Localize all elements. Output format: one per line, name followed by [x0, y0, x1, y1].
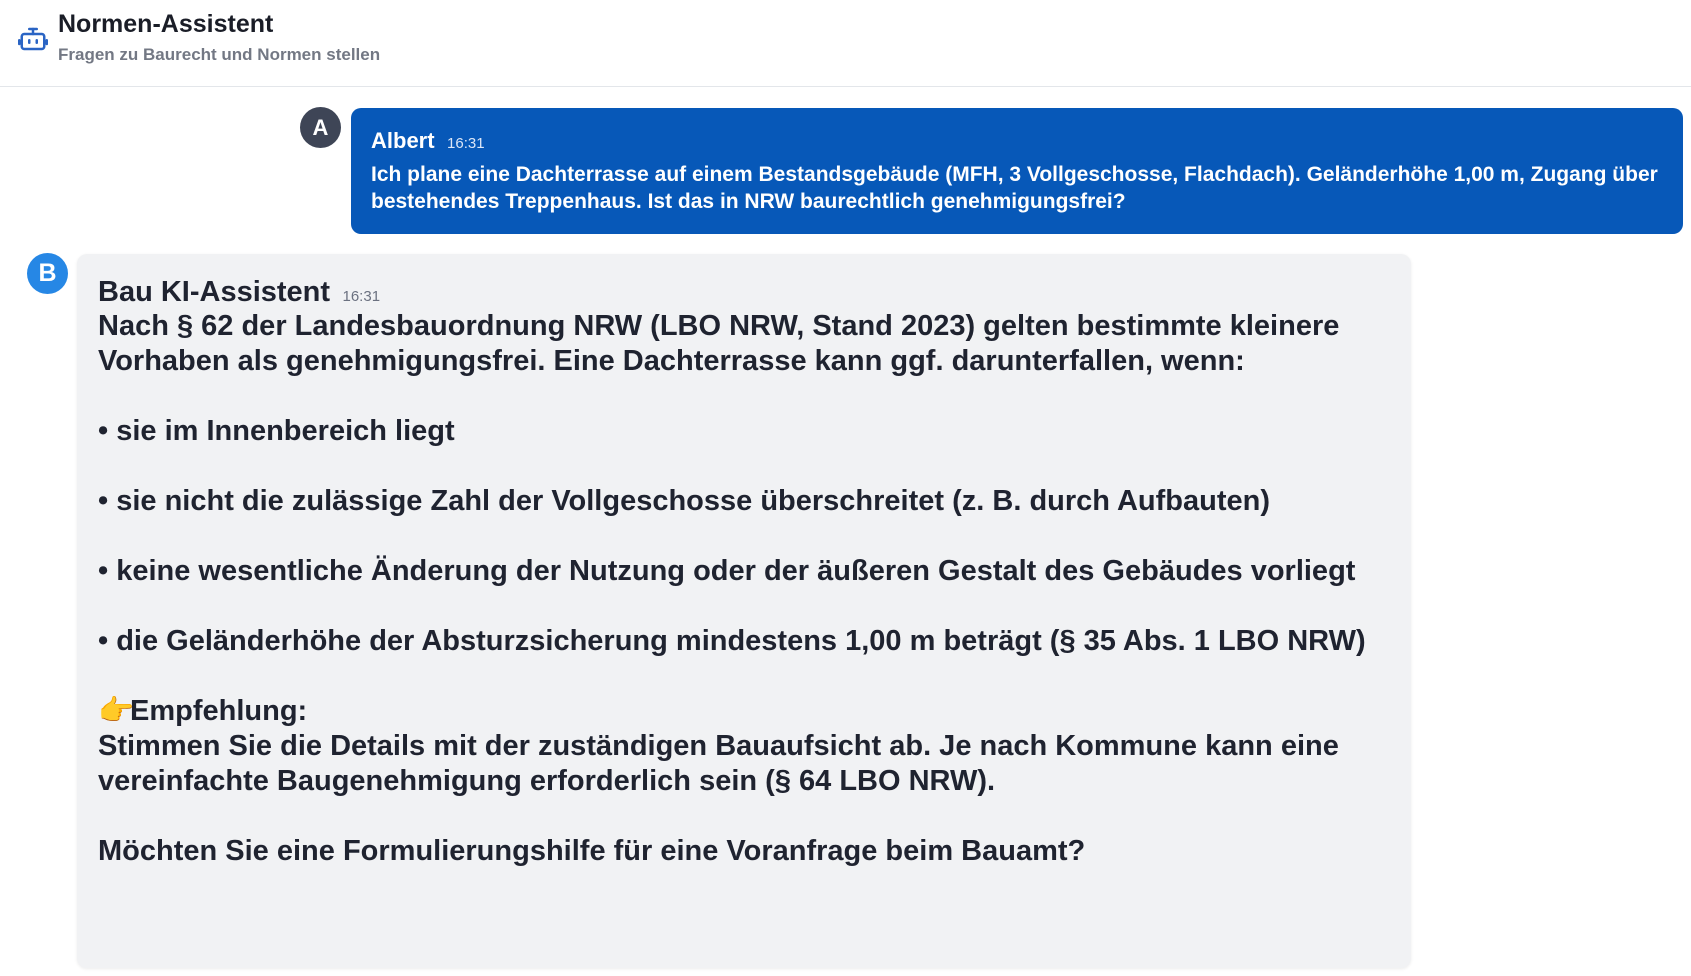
page-subtitle: Fragen zu Baurecht und Normen stellen — [58, 45, 381, 64]
recommendation-label: Empfehlung: — [130, 695, 308, 727]
list-item: • sie nicht die zulässige Zahl der Vollgeschosse überschreitet (z. B. durch Aufbauten) — [98, 485, 1271, 517]
recommendation-text: Stimmen Sie die Details mit der zuständigen Bauaufsicht ab. Je nach Kommune kann eine vereinfachte Baugenehmigung erforderlich sein (§ 64 LBO NRW). — [98, 730, 1339, 797]
message-closing: Möchten Sie eine Formulierungshilfe für eine Voranfrage beim Bauamt? — [98, 835, 1086, 867]
message-sender: Bau KI-Assistent — [98, 276, 331, 308]
bot-message — [77, 254, 1411, 968]
bot-avatar: B — [27, 253, 68, 294]
message-intro: Nach § 62 der Landesbauordnung NRW (LBO NRW, Stand 2023) gelten bestimmte kleinere Vorhaben als genehmigungsfrei. Eine Dachterrasse kann ggf. darunterfallen, wenn: — [98, 310, 1340, 377]
message-text: Ich plane eine Dachterrasse auf einem Bestandsgebäude (MFH, 3 Vollgeschosse, Flachdach). Geländerhöhe 1,00 m, Zugang über bestehendes Treppenhaus. Ist das in NRW baurechtlich genehmigungsfrei? — [371, 163, 1658, 213]
message-timestamp: 16:31 — [447, 135, 485, 152]
pointing-hand-icon: 👉 — [98, 695, 135, 727]
message-timestamp: 16:31 — [342, 288, 381, 305]
page-title: Normen-Assistent — [58, 10, 274, 38]
user-avatar: A — [300, 107, 341, 148]
header — [0, 0, 1691, 87]
list-item: • sie im Innenbereich liegt — [98, 415, 455, 447]
list-item: • die Geländerhöhe der Absturzsicherung mindestens 1,00 m beträgt (§ 35 Abs. 1 LBO NRW) — [98, 625, 1366, 657]
user-message — [351, 108, 1683, 234]
list-item: • keine wesentliche Änderung der Nutzung oder der äußeren Gestalt des Gebäudes vorliegt — [98, 555, 1356, 587]
robot-icon — [18, 24, 48, 54]
message-sender: Albert — [371, 128, 435, 153]
recommendation-heading — [98, 694, 1391, 729]
